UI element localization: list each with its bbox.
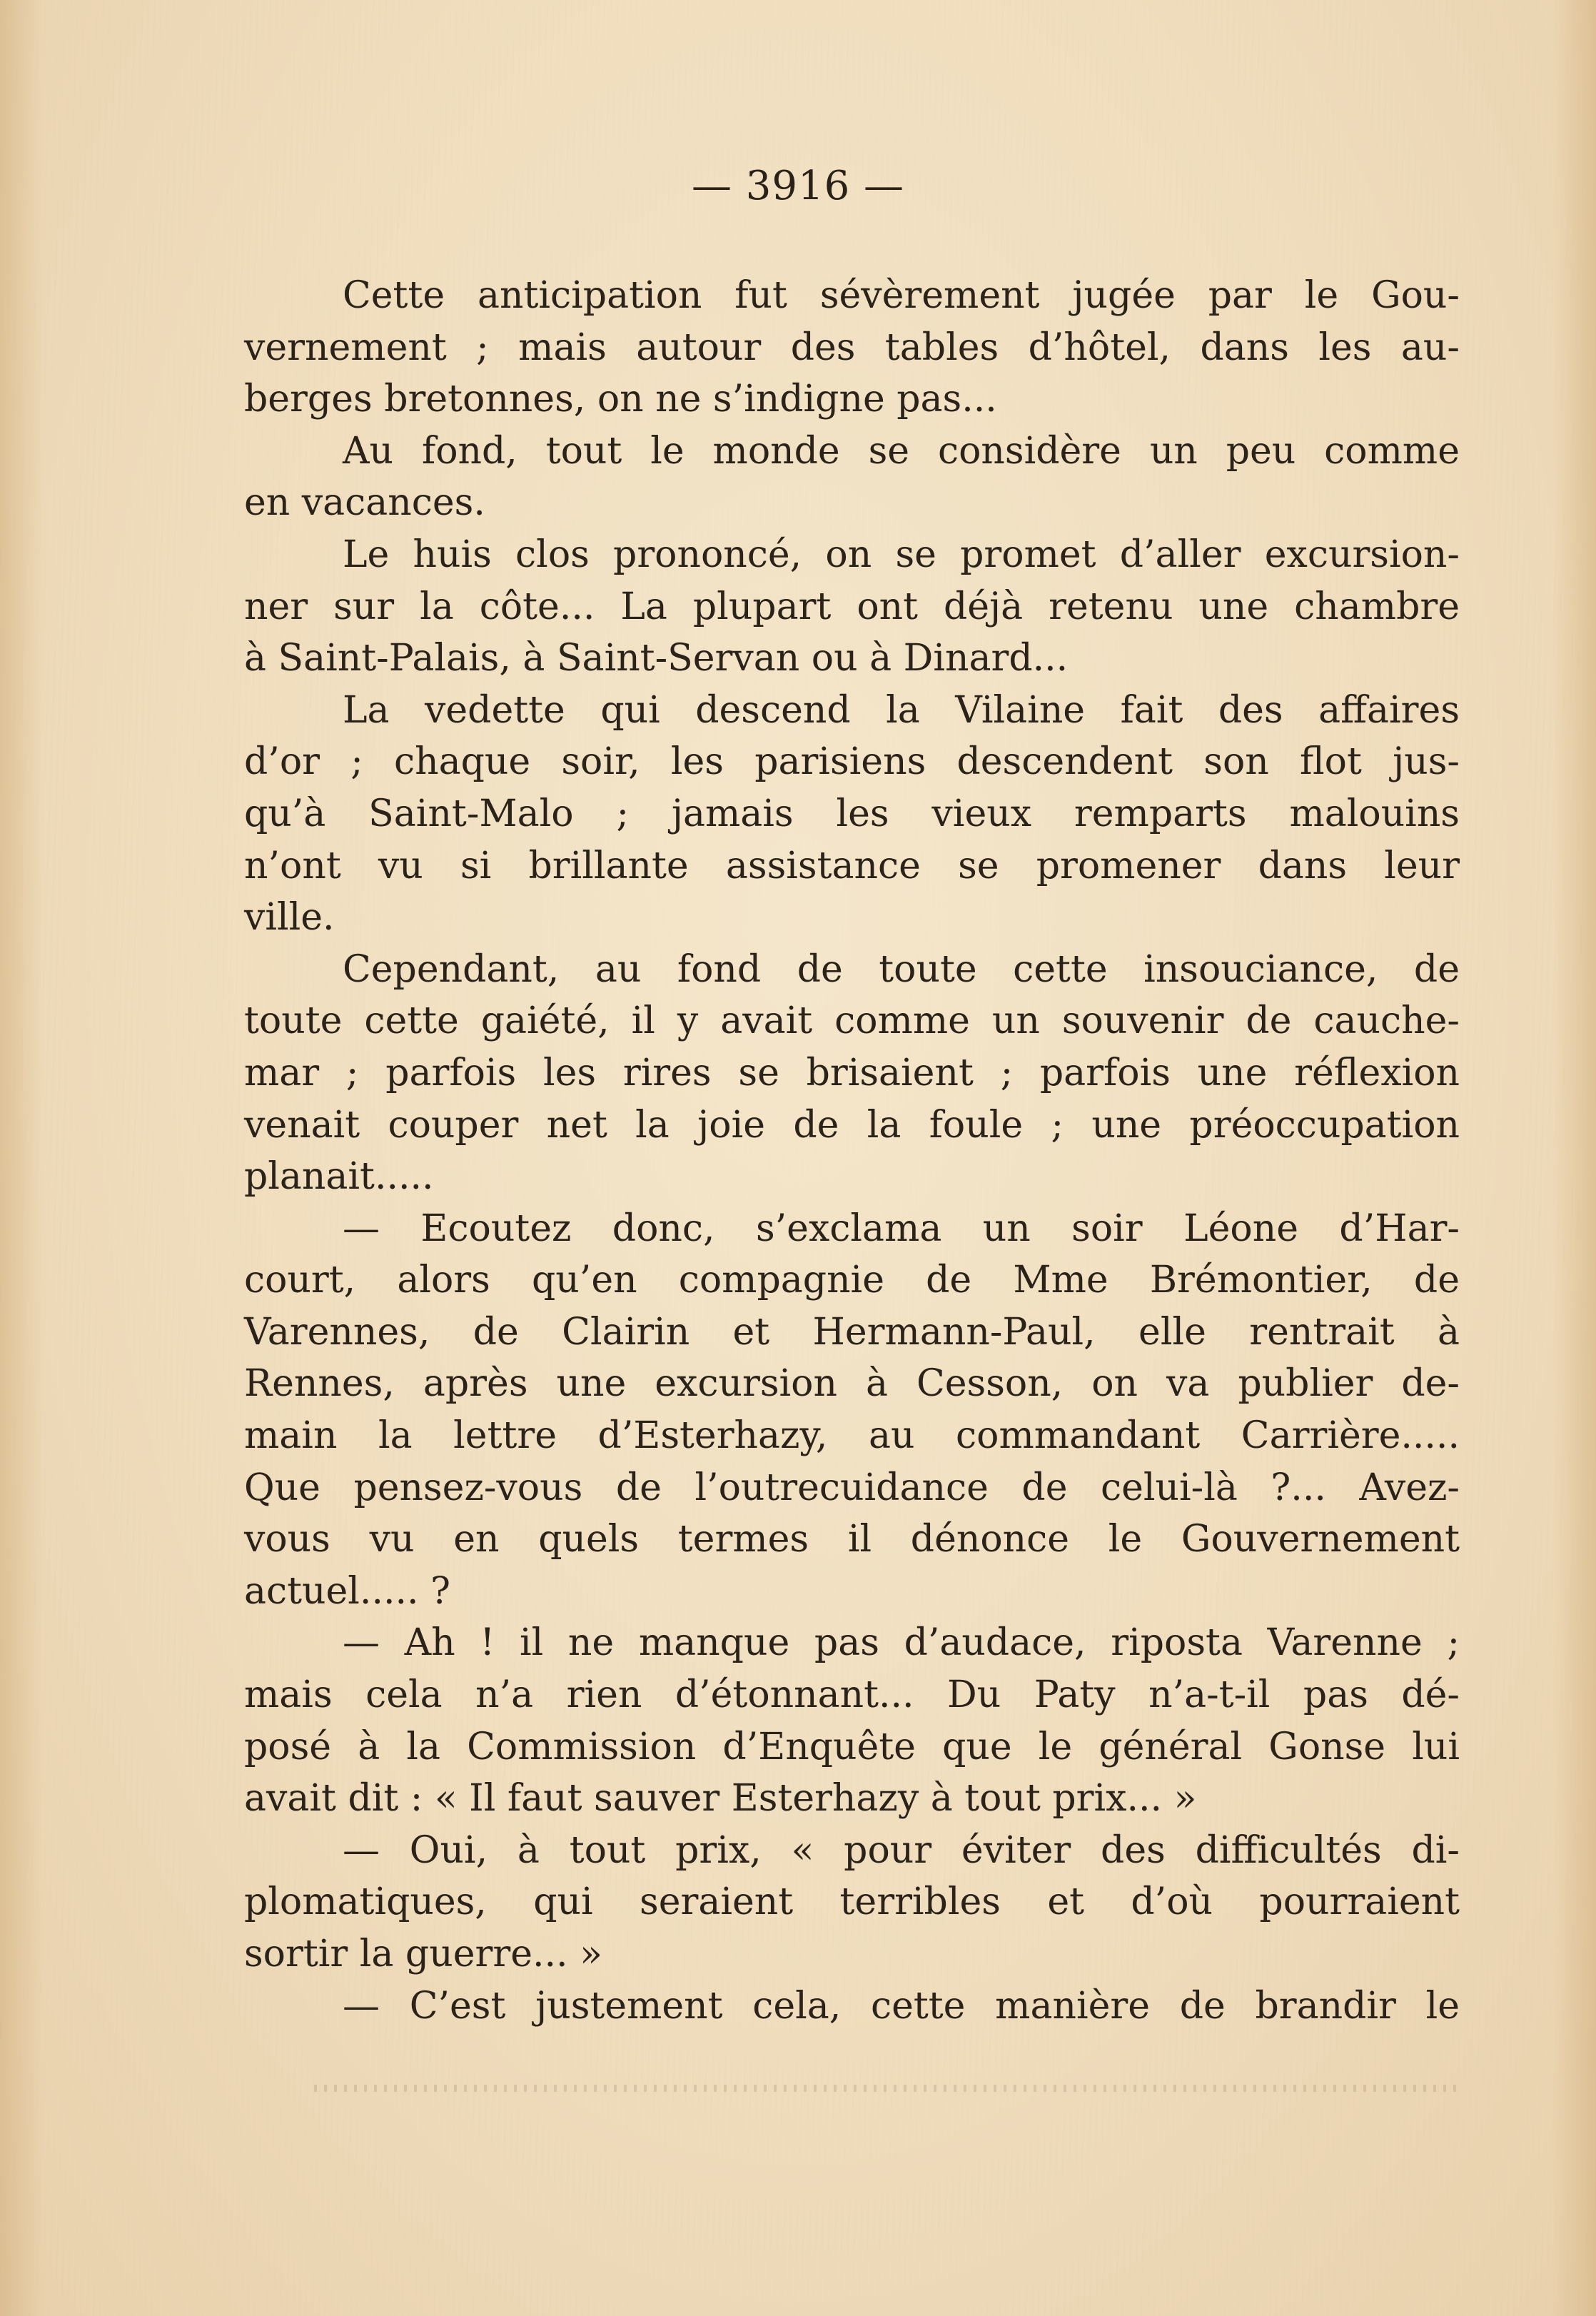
text-line: Rennes, après une excursion à Cesson, on va publier de- bbox=[244, 1362, 1460, 1406]
paragraph-first-line: La vedette qui descend la Vilaine fait des affaires bbox=[343, 688, 1460, 732]
body-text bbox=[244, 270, 1460, 2032]
text-line: berges bretonnes, on ne s’indigne pas... bbox=[244, 378, 997, 421]
text-line: toute cette gaiété, il y avait comme un souvenir de cauche- bbox=[244, 1000, 1460, 1043]
text-line: mais cela n’a rien d’étonnant... Du Paty n’a-t-il pas dé- bbox=[244, 1673, 1460, 1717]
text-line: main la lettre d’Esterhazy, au commandant Carrière..... bbox=[244, 1414, 1460, 1458]
text-line: Varennes, de Clairin et Hermann-Paul, elle rentrait à bbox=[244, 1310, 1460, 1354]
page-edge-shadow-left bbox=[0, 0, 43, 2316]
text-line: qu’à Saint-Malo ; jamais les vieux remparts malouins bbox=[244, 792, 1460, 835]
text-line: en vacances. bbox=[244, 481, 485, 525]
text-line: plomatiques, qui seraient terribles et d’où pourraient bbox=[244, 1881, 1460, 1924]
paragraph-first-line: Cependant, au fond de toute cette insouciance, de bbox=[343, 947, 1460, 991]
text-line: mar ; parfois les rires se brisaient ; parfois une réflexion bbox=[244, 1051, 1460, 1094]
paragraph-first-line: — C’est justement cela, cette manière de brandir le bbox=[343, 1984, 1460, 2028]
text-line: ville. bbox=[244, 896, 335, 940]
paragraph-first-line: Au fond, tout le monde se considère un peu comme bbox=[343, 429, 1460, 473]
page-number: — 3916 — bbox=[691, 163, 905, 209]
text-line: avait dit : « Il faut sauver Esterhazy à tout prix... » bbox=[244, 1777, 1197, 1821]
page-edge-shadow-right bbox=[1553, 0, 1596, 2316]
paragraph-first-line: Cette anticipation fut sévèrement jugée par le Gou- bbox=[343, 274, 1460, 317]
show-through-ink-smudge bbox=[314, 2085, 1456, 2092]
text-line: d’or ; chaque soir, les parisiens descendent son flot jus- bbox=[244, 740, 1460, 784]
paragraph-first-line: — Ecoutez donc, s’exclama un soir Léone d’Har- bbox=[343, 1207, 1460, 1250]
paragraph-first-line: Le huis clos prononcé, on se promet d’aller excursion- bbox=[343, 533, 1460, 576]
text-line: court, alors qu’en compagnie de Mme Brémontier, de bbox=[244, 1259, 1460, 1302]
paragraph-first-line: — Oui, à tout prix, « pour éviter des difficultés di- bbox=[343, 1828, 1460, 1872]
text-line: planait..... bbox=[244, 1155, 434, 1199]
text-line: venait couper net la joie de la foule ; une préoccupation bbox=[244, 1103, 1460, 1147]
text-line: posé à la Commission d’Enquête que le général Gonse lui bbox=[244, 1725, 1460, 1768]
text-line: sortir la guerre... » bbox=[244, 1933, 602, 1975]
text-line: vernement ; mais autour des tables d’hôtel, dans les au- bbox=[244, 326, 1460, 369]
text-line: actuel..... ? bbox=[244, 1569, 450, 1613]
text-line: vous vu en quels termes il dénonce le Gouvernement bbox=[244, 1518, 1460, 1561]
paragraph-first-line: — Ah ! il ne manque pas d’audace, riposta Varenne ; bbox=[343, 1621, 1460, 1665]
text-line: ner sur la côte... La plupart ont déjà retenu une chambre bbox=[244, 585, 1460, 628]
text-line: Que pensez-vous de l’outrecuidance de celui-là ?... Avez- bbox=[244, 1466, 1460, 1509]
text-line: à Saint-Palais, à Saint-Servan ou à Dinard... bbox=[244, 637, 1069, 680]
text-line: n’ont vu si brillante assistance se promener dans leur bbox=[244, 844, 1460, 887]
